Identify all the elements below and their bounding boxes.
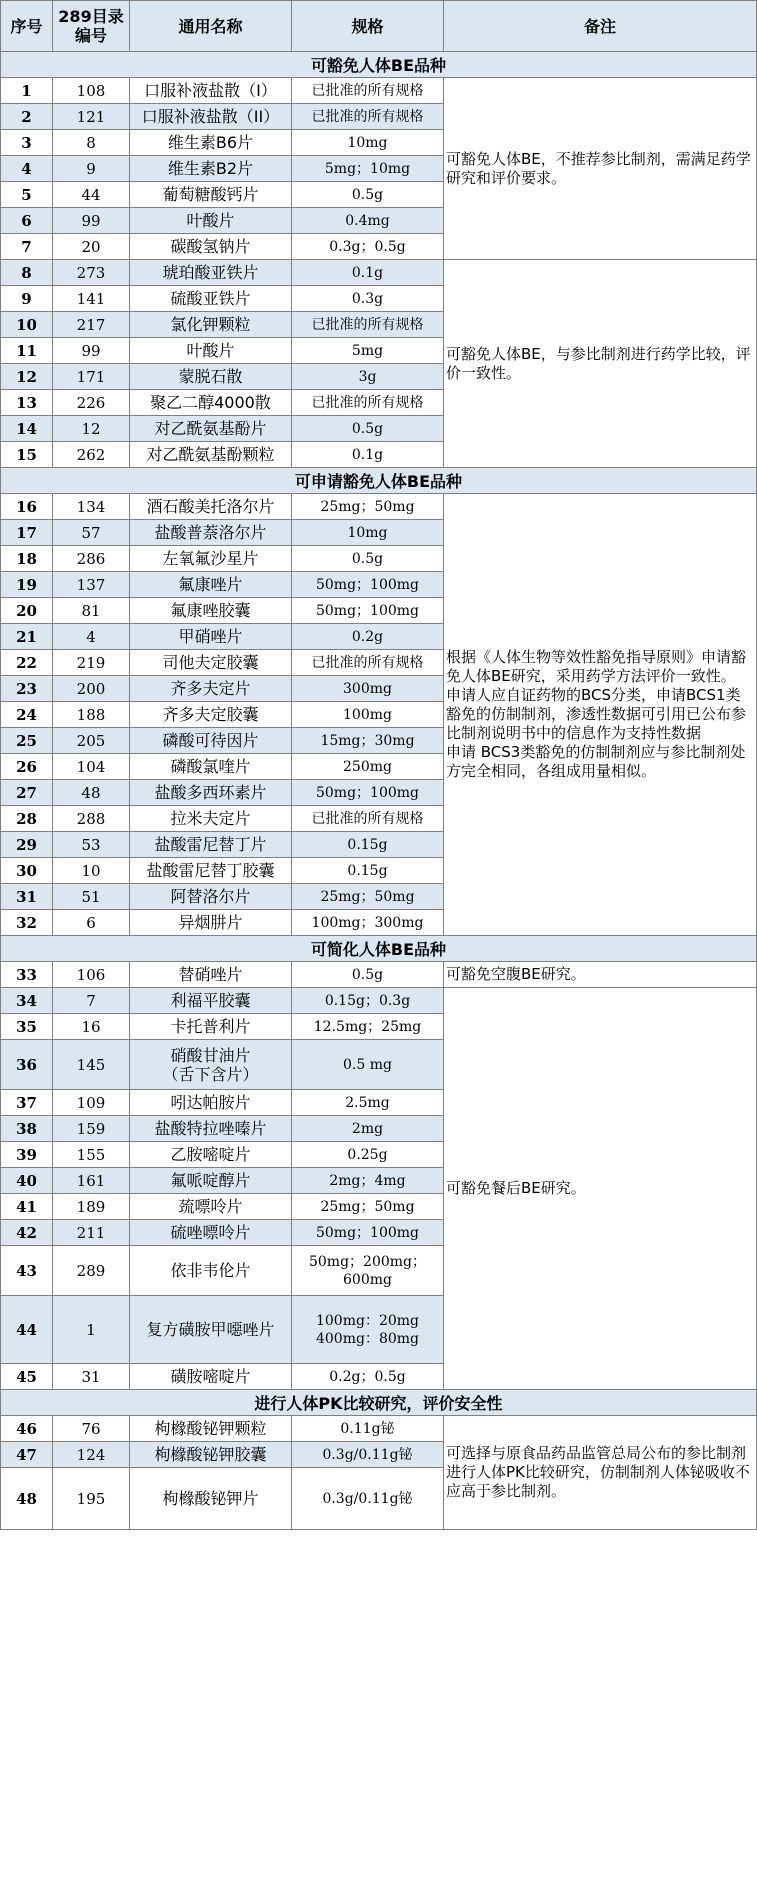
row-seq: 31 bbox=[1, 884, 53, 910]
table-body bbox=[1, 52, 757, 1530]
header-catalog-code: 289目录 编号 bbox=[53, 1, 130, 52]
header-spec: 规格 bbox=[292, 1, 444, 52]
row-generic-name: 乙胺嘧啶片 bbox=[130, 1142, 292, 1168]
row-seq: 27 bbox=[1, 780, 53, 806]
row-catalog-code: 188 bbox=[53, 702, 130, 728]
row-spec: 0.5g bbox=[292, 962, 444, 988]
row-seq: 20 bbox=[1, 598, 53, 624]
row-seq: 25 bbox=[1, 728, 53, 754]
row-generic-name: 盐酸雷尼替丁胶囊 bbox=[130, 858, 292, 884]
row-spec: 0.15g bbox=[292, 832, 444, 858]
row-catalog-code: 4 bbox=[53, 624, 130, 650]
row-generic-name: 氟哌啶醇片 bbox=[130, 1168, 292, 1194]
row-spec: 0.1g bbox=[292, 442, 444, 468]
row-spec: 0.1g bbox=[292, 260, 444, 286]
row-seq: 14 bbox=[1, 416, 53, 442]
row-spec: 已批准的所有规格 bbox=[292, 78, 444, 104]
section-title: 进行人体PK比较研究，评价安全性 bbox=[1, 1390, 757, 1416]
row-generic-name: 卡托普利片 bbox=[130, 1014, 292, 1040]
row-generic-name: 琥珀酸亚铁片 bbox=[130, 260, 292, 286]
row-spec: 0.11g铋 bbox=[292, 1416, 444, 1442]
row-generic-name: 异烟肼片 bbox=[130, 910, 292, 936]
row-seq: 2 bbox=[1, 104, 53, 130]
row-catalog-code: 134 bbox=[53, 494, 130, 520]
row-catalog-code: 16 bbox=[53, 1014, 130, 1040]
row-catalog-code: 205 bbox=[53, 728, 130, 754]
section-header-row bbox=[1, 936, 757, 962]
row-generic-name: 磺胺嘧啶片 bbox=[130, 1364, 292, 1390]
row-spec: 50mg；100mg bbox=[292, 598, 444, 624]
row-catalog-code: 48 bbox=[53, 780, 130, 806]
row-generic-name: 磷酸氯喹片 bbox=[130, 754, 292, 780]
row-generic-name: 氟康唑胶囊 bbox=[130, 598, 292, 624]
row-seq: 1 bbox=[1, 78, 53, 104]
row-catalog-code: 10 bbox=[53, 858, 130, 884]
row-spec: 25mg；50mg bbox=[292, 494, 444, 520]
row-seq: 44 bbox=[1, 1296, 53, 1364]
row-spec: 0.2g；0.5g bbox=[292, 1364, 444, 1390]
row-spec: 50mg；100mg bbox=[292, 572, 444, 598]
header-seq: 序号 bbox=[1, 1, 53, 52]
row-generic-name: 维生素B2片 bbox=[130, 156, 292, 182]
section-title: 可豁免人体BE品种 bbox=[1, 52, 757, 78]
row-generic-name: 对乙酰氨基酚颗粒 bbox=[130, 442, 292, 468]
row-catalog-code: 76 bbox=[53, 1416, 130, 1442]
section-header-row bbox=[1, 468, 757, 494]
row-catalog-code: 141 bbox=[53, 286, 130, 312]
row-spec: 0.25g bbox=[292, 1142, 444, 1168]
row-generic-name: 酒石酸美托洛尔片 bbox=[130, 494, 292, 520]
row-spec: 50mg；100mg bbox=[292, 1220, 444, 1246]
row-generic-name: 碳酸氢钠片 bbox=[130, 234, 292, 260]
row-generic-name: 叶酸片 bbox=[130, 208, 292, 234]
row-generic-name: 氟康唑片 bbox=[130, 572, 292, 598]
row-seq: 7 bbox=[1, 234, 53, 260]
row-spec: 5mg bbox=[292, 338, 444, 364]
row-spec: 100mg bbox=[292, 702, 444, 728]
row-remark: 可豁免人体BE，与参比制剂进行药学比较，评价一致性。 bbox=[444, 260, 757, 468]
row-seq: 32 bbox=[1, 910, 53, 936]
row-seq: 17 bbox=[1, 520, 53, 546]
row-generic-name: 盐酸雷尼替丁片 bbox=[130, 832, 292, 858]
row-generic-name: 司他夫定胶囊 bbox=[130, 650, 292, 676]
row-catalog-code: 1 bbox=[53, 1296, 130, 1364]
row-catalog-code: 137 bbox=[53, 572, 130, 598]
row-spec: 已批准的所有规格 bbox=[292, 390, 444, 416]
row-spec: 25mg；50mg bbox=[292, 1194, 444, 1220]
row-catalog-code: 20 bbox=[53, 234, 130, 260]
row-spec: 0.3g bbox=[292, 286, 444, 312]
row-spec: 25mg；50mg bbox=[292, 884, 444, 910]
row-generic-name: 巯嘌呤片 bbox=[130, 1194, 292, 1220]
row-spec: 0.2g bbox=[292, 624, 444, 650]
row-catalog-code: 106 bbox=[53, 962, 130, 988]
row-catalog-code: 109 bbox=[53, 1090, 130, 1116]
row-generic-name: 替硝唑片 bbox=[130, 962, 292, 988]
row-seq: 38 bbox=[1, 1116, 53, 1142]
row-generic-name: 硫唑嘌呤片 bbox=[130, 1220, 292, 1246]
row-generic-name: 口服补液盐散（II） bbox=[130, 104, 292, 130]
row-seq: 18 bbox=[1, 546, 53, 572]
row-spec: 2mg；4mg bbox=[292, 1168, 444, 1194]
table-row bbox=[1, 988, 757, 1014]
row-generic-name: 阿替洛尔片 bbox=[130, 884, 292, 910]
row-seq: 41 bbox=[1, 1194, 53, 1220]
row-catalog-code: 219 bbox=[53, 650, 130, 676]
row-seq: 22 bbox=[1, 650, 53, 676]
row-catalog-code: 99 bbox=[53, 338, 130, 364]
row-seq: 45 bbox=[1, 1364, 53, 1390]
row-generic-name: 齐多夫定胶囊 bbox=[130, 702, 292, 728]
row-spec: 100mg：20mg 400mg：80mg bbox=[292, 1296, 444, 1364]
row-catalog-code: 155 bbox=[53, 1142, 130, 1168]
row-spec: 已批准的所有规格 bbox=[292, 312, 444, 338]
row-seq: 42 bbox=[1, 1220, 53, 1246]
table-row bbox=[1, 494, 757, 520]
row-spec: 已批准的所有规格 bbox=[292, 650, 444, 676]
row-remark: 可选择与原食品药品监管总局公布的参比制剂进行人体PK比较研究，仿制制剂人体铋吸收不应高于参比制剂。 bbox=[444, 1416, 757, 1530]
row-seq: 33 bbox=[1, 962, 53, 988]
row-seq: 3 bbox=[1, 130, 53, 156]
row-catalog-code: 9 bbox=[53, 156, 130, 182]
row-spec: 300mg bbox=[292, 676, 444, 702]
row-spec: 2mg bbox=[292, 1116, 444, 1142]
row-catalog-code: 211 bbox=[53, 1220, 130, 1246]
row-seq: 23 bbox=[1, 676, 53, 702]
row-catalog-code: 200 bbox=[53, 676, 130, 702]
row-spec: 3g bbox=[292, 364, 444, 390]
row-generic-name: 对乙酰氨基酚片 bbox=[130, 416, 292, 442]
row-spec: 5mg；10mg bbox=[292, 156, 444, 182]
row-generic-name: 盐酸特拉唑嗪片 bbox=[130, 1116, 292, 1142]
row-seq: 35 bbox=[1, 1014, 53, 1040]
row-seq: 4 bbox=[1, 156, 53, 182]
row-spec: 10mg bbox=[292, 520, 444, 546]
row-catalog-code: 286 bbox=[53, 546, 130, 572]
row-catalog-code: 159 bbox=[53, 1116, 130, 1142]
section-header-row bbox=[1, 1390, 757, 1416]
row-spec: 10mg bbox=[292, 130, 444, 156]
row-seq: 34 bbox=[1, 988, 53, 1014]
row-seq: 29 bbox=[1, 832, 53, 858]
row-seq: 21 bbox=[1, 624, 53, 650]
row-catalog-code: 104 bbox=[53, 754, 130, 780]
row-spec: 0.3g；0.5g bbox=[292, 234, 444, 260]
row-catalog-code: 44 bbox=[53, 182, 130, 208]
row-catalog-code: 51 bbox=[53, 884, 130, 910]
row-catalog-code: 6 bbox=[53, 910, 130, 936]
row-seq: 5 bbox=[1, 182, 53, 208]
row-generic-name: 吲达帕胺片 bbox=[130, 1090, 292, 1116]
row-generic-name: 利福平胶囊 bbox=[130, 988, 292, 1014]
row-spec: 50mg；200mg； 600mg bbox=[292, 1246, 444, 1296]
table-row bbox=[1, 962, 757, 988]
row-catalog-code: 145 bbox=[53, 1040, 130, 1090]
row-seq: 19 bbox=[1, 572, 53, 598]
table-row bbox=[1, 78, 757, 104]
table-row bbox=[1, 260, 757, 286]
table-row bbox=[1, 1416, 757, 1442]
row-generic-name: 硝酸甘油片 （舌下含片） bbox=[130, 1040, 292, 1090]
row-generic-name: 葡萄糖酸钙片 bbox=[130, 182, 292, 208]
row-catalog-code: 189 bbox=[53, 1194, 130, 1220]
row-catalog-code: 217 bbox=[53, 312, 130, 338]
header-remark: 备注 bbox=[444, 1, 757, 52]
row-catalog-code: 31 bbox=[53, 1364, 130, 1390]
row-generic-name: 甲硝唑片 bbox=[130, 624, 292, 650]
row-catalog-code: 7 bbox=[53, 988, 130, 1014]
row-seq: 28 bbox=[1, 806, 53, 832]
row-seq: 40 bbox=[1, 1168, 53, 1194]
row-spec: 0.15g；0.3g bbox=[292, 988, 444, 1014]
row-seq: 39 bbox=[1, 1142, 53, 1168]
row-generic-name: 口服补液盐散（I） bbox=[130, 78, 292, 104]
row-seq: 12 bbox=[1, 364, 53, 390]
row-spec: 0.4mg bbox=[292, 208, 444, 234]
row-catalog-code: 124 bbox=[53, 1442, 130, 1468]
row-seq: 24 bbox=[1, 702, 53, 728]
row-generic-name: 聚乙二醇4000散 bbox=[130, 390, 292, 416]
section-title: 可简化人体BE品种 bbox=[1, 936, 757, 962]
row-seq: 10 bbox=[1, 312, 53, 338]
row-catalog-code: 57 bbox=[53, 520, 130, 546]
row-seq: 48 bbox=[1, 1468, 53, 1530]
row-generic-name: 依非韦伦片 bbox=[130, 1246, 292, 1296]
row-catalog-code: 161 bbox=[53, 1168, 130, 1194]
row-spec: 0.5g bbox=[292, 182, 444, 208]
row-seq: 15 bbox=[1, 442, 53, 468]
row-spec: 0.5g bbox=[292, 546, 444, 572]
row-spec: 0.3g/0.11g铋 bbox=[292, 1442, 444, 1468]
row-catalog-code: 273 bbox=[53, 260, 130, 286]
row-seq: 26 bbox=[1, 754, 53, 780]
row-seq: 11 bbox=[1, 338, 53, 364]
row-catalog-code: 81 bbox=[53, 598, 130, 624]
row-generic-name: 维生素B6片 bbox=[130, 130, 292, 156]
row-generic-name: 枸橼酸铋钾颗粒 bbox=[130, 1416, 292, 1442]
row-spec: 250mg bbox=[292, 754, 444, 780]
row-catalog-code: 121 bbox=[53, 104, 130, 130]
row-catalog-code: 99 bbox=[53, 208, 130, 234]
row-catalog-code: 171 bbox=[53, 364, 130, 390]
row-seq: 13 bbox=[1, 390, 53, 416]
header-generic-name: 通用名称 bbox=[130, 1, 292, 52]
row-spec: 已批准的所有规格 bbox=[292, 104, 444, 130]
row-spec: 2.5mg bbox=[292, 1090, 444, 1116]
row-generic-name: 盐酸普萘洛尔片 bbox=[130, 520, 292, 546]
row-generic-name: 氯化钾颗粒 bbox=[130, 312, 292, 338]
row-generic-name: 拉米夫定片 bbox=[130, 806, 292, 832]
row-seq: 30 bbox=[1, 858, 53, 884]
row-seq: 9 bbox=[1, 286, 53, 312]
row-generic-name: 复方磺胺甲噁唑片 bbox=[130, 1296, 292, 1364]
row-catalog-code: 8 bbox=[53, 130, 130, 156]
row-catalog-code: 288 bbox=[53, 806, 130, 832]
row-seq: 46 bbox=[1, 1416, 53, 1442]
row-remark: 根据《人体生物等效性豁免指导原则》申请豁免人体BE研究，采用药学方法评价一致性。 申请人应自证药物的BCS分类，申请BCS1类豁免的仿制制剂，渗透性数据可引用已公布参比制剂说明书中的信息作为支持性数据 申请 BCS3类豁免的仿制制剂应与参比制剂处方完全相同，各组成用量相似。 bbox=[444, 494, 757, 936]
row-catalog-code: 289 bbox=[53, 1246, 130, 1296]
row-spec: 0.3g/0.11g铋 bbox=[292, 1468, 444, 1530]
row-seq: 37 bbox=[1, 1090, 53, 1116]
row-spec: 15mg；30mg bbox=[292, 728, 444, 754]
row-catalog-code: 226 bbox=[53, 390, 130, 416]
section-title: 可申请豁免人体BE品种 bbox=[1, 468, 757, 494]
row-spec: 50mg；100mg bbox=[292, 780, 444, 806]
row-spec: 12.5mg；25mg bbox=[292, 1014, 444, 1040]
row-generic-name: 盐酸多西环素片 bbox=[130, 780, 292, 806]
row-generic-name: 蒙脱石散 bbox=[130, 364, 292, 390]
row-generic-name: 枸橼酸铋钾片 bbox=[130, 1468, 292, 1530]
row-catalog-code: 12 bbox=[53, 416, 130, 442]
row-generic-name: 磷酸可待因片 bbox=[130, 728, 292, 754]
row-generic-name: 叶酸片 bbox=[130, 338, 292, 364]
row-generic-name: 硫酸亚铁片 bbox=[130, 286, 292, 312]
section-header-row bbox=[1, 52, 757, 78]
row-generic-name: 枸橼酸铋钾胶囊 bbox=[130, 1442, 292, 1468]
row-seq: 8 bbox=[1, 260, 53, 286]
row-catalog-code: 53 bbox=[53, 832, 130, 858]
row-generic-name: 齐多夫定片 bbox=[130, 676, 292, 702]
row-spec: 0.15g bbox=[292, 858, 444, 884]
row-remark: 可豁免餐后BE研究。 bbox=[444, 988, 757, 1390]
row-spec: 100mg；300mg bbox=[292, 910, 444, 936]
row-remark: 可豁免人体BE，不推荐参比制剂，需满足药学研究和评价要求。 bbox=[444, 78, 757, 260]
row-remark: 可豁免空腹BE研究。 bbox=[444, 962, 757, 988]
row-seq: 16 bbox=[1, 494, 53, 520]
row-generic-name: 左氧氟沙星片 bbox=[130, 546, 292, 572]
header-row bbox=[1, 1, 757, 52]
row-spec: 0.5g bbox=[292, 416, 444, 442]
row-catalog-code: 262 bbox=[53, 442, 130, 468]
row-seq: 6 bbox=[1, 208, 53, 234]
row-seq: 36 bbox=[1, 1040, 53, 1090]
row-seq: 47 bbox=[1, 1442, 53, 1468]
row-seq: 43 bbox=[1, 1246, 53, 1296]
row-catalog-code: 195 bbox=[53, 1468, 130, 1530]
row-spec: 已批准的所有规格 bbox=[292, 806, 444, 832]
row-catalog-code: 108 bbox=[53, 78, 130, 104]
row-spec: 0.5 mg bbox=[292, 1040, 444, 1090]
